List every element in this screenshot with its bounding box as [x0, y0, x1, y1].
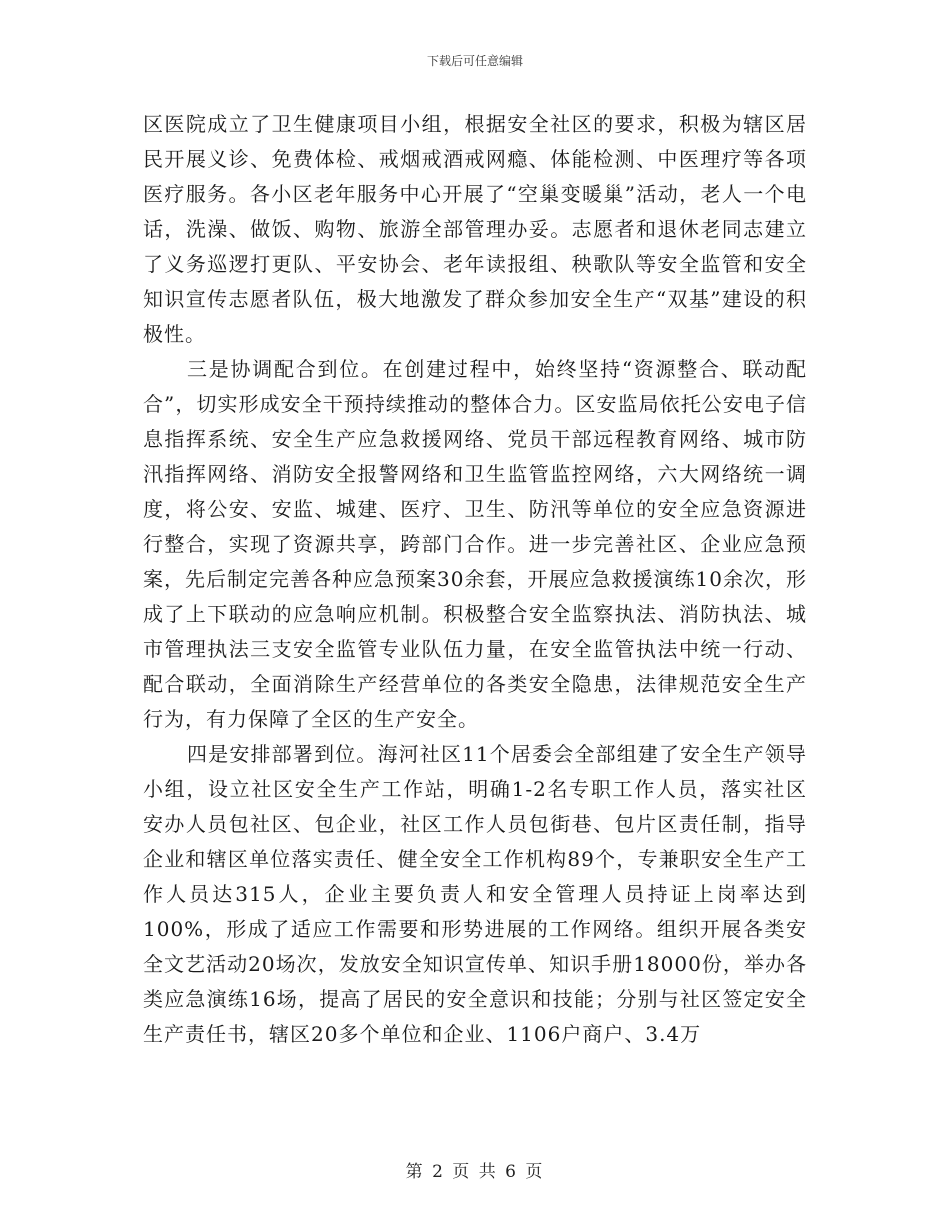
paragraph-deployment: 四是安排部署到位。海河社区11个居委会全部组建了安全生产领导小组，设立社区安全生产工作站，明确1-2名专职工作人员，落实社区安办人员包社区、包企业，社区工作人员包街巷、包片区责任制，指导企业和辖区单位落实责任、健全安全工作机构89个，专兼职安全生产工作人员达315人，企业主要负责人和安全管理人员持证上岗率达到100%，形成了适应工作需要和形势进展的工作网络。组织开展各类安全文艺活动20场次，发放安全知识宣传单、知识手册18000份，举办各类应急演练16场，提高了居民的安全意识和技能；分别与社区签定安全生产责任书，辖区20多个单位和企业、1106户商户、3.4万	[143, 742, 807, 1046]
paragraph-coordination: 三是协调配合到位。在创建过程中，始终坚持“资源整合、联动配合”，切实形成安全干预持续推动的整体合力。区安监局依托公安电子信息指挥系统、安全生产应急救援网络、党员干部远程教育网络、城市防汛指挥网络、消防安全报警网络和卫生监管监控网络，六大网络统一调度，将公安、安监、城建、医疗、卫生、防汛等单位的安全应急资源进行整合，实现了资源共享，跨部门合作。进一步完善社区、企业应急预案，先后制定完善各种应急预案30余套，开展应急救援演练10余次，形成了上下联动的应急响应机制。积极整合安全监察执法、消防执法、城市管理执法三支安全监管专业队伍力量，在安全监管执法中统一行动、配合联动，全面消除生产经营单位的各类安全隐患，法律规范安全生产行为，有力保障了全区的生产安全。	[143, 357, 807, 731]
paragraph-continuation: 区医院成立了卫生健康项目小组，根据安全社区的要求，积极为辖区居民开展义诊、免费体检、戒烟戒酒戒网瘾、体能检测、中医理疗等各项医疗服务。各小区老年服务中心开展了“空巢变暖巢”活动，老人一个电话，洗澡、做饭、购物、旅游全部管理办妥。志愿者和退休老同志建立了义务巡逻打更队、平安协会、老年读报组、秧歌队等安全监管和安全知识宣传志愿者队伍，极大地激发了群众参加安全生产“双基”建设的积极性。	[143, 112, 807, 346]
document-body	[143, 107, 807, 1052]
page-header: 下载后可任意编辑	[426, 54, 523, 68]
page-number: 第 2 页 共 6 页	[405, 1162, 545, 1182]
